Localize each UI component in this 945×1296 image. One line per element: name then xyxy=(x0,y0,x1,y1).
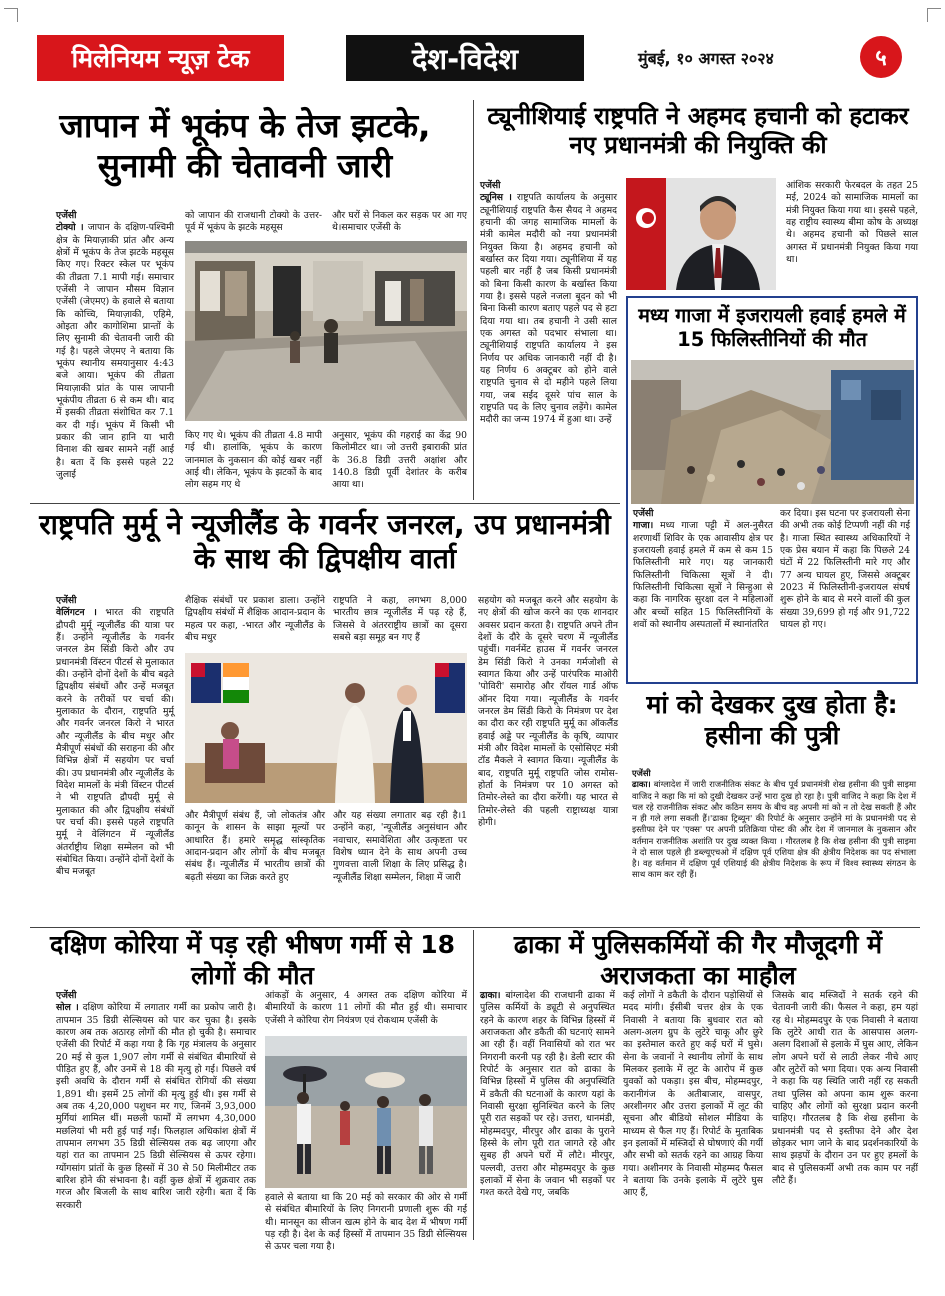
headline-tunisia: ट्यूनीशियाई राष्ट्रपति ने अहमद हचानी को हटाकर नए प्रधानमंत्री की नियुक्ति की xyxy=(487,102,909,160)
byline: एजेंसी xyxy=(480,180,501,191)
headline-korea: दक्षिण कोरिया में पड़ रही भीषण गर्मी से 18 लोगों की मौत xyxy=(50,930,455,990)
murmu-col2-top: शैक्षिक संबंधों पर प्रकाश डाला। उन्होंने द्विपक्षीय संबंधों में शैक्षिक आदान-प्रदान के महत्व पर कहा, -भारत और न्यूजीलैंड के बीच मधुर xyxy=(185,595,325,643)
dateline-place: ढाका। xyxy=(632,779,651,790)
page-number: ५ xyxy=(875,46,887,71)
headline-hasina: मां को देखकर दुख होता है: हसीना की पुत्री xyxy=(646,690,898,750)
byline: एजेंसी xyxy=(633,508,654,519)
article-text: राष्ट्रपति कार्यालय के अनुसार ट्यूनीशियाई राष्ट्रपति कैस सैयद ने अहमद हचानी की जगह सामाजिक मामलों के मंत्री कामेल मदौरी को नया प्रधानमंत्री नियुक्त किया है। अहमद हचानी को बर्खास्त कर दिया गया। ट्यूनीशिया में यह पहली बार नहीं है जब किसी प्रधानमंत्री को बिना किसी कारण के बर्खास्त किया गया है। इससे पहले नजला बूदन को भी बिना किसी कारण बताए पहले पद से हटा दिया गया था। तब हचानी ने उसी साल एक अगस्त को पदभार संभाला था। ट्यूनीशियाई राष्ट्रपति कार्यालय ने इस निर्णय पर अधिक जानकारी नहीं दी है। यह निर्णय 6 अक्टूबर को होने वाले राष्ट्रपति चुनाव से दो महीने पहले लिया गया, जब सईद दूसरे पांच साल के राष्ट्रपति पद के लिए चुनाव लड़ेंगे। कामेल मदौरी का जन्म 1974 में हुआ था। उन्हें xyxy=(480,192,617,426)
dateline-place: वेलिंगटन । xyxy=(56,607,97,619)
murmu-col3-bottom: और यह संख्या लगातार बढ़ रही है।1 उन्होंने कहा, 'न्यूजीलैंड अनुसंधान और नवाचार, समावेशिता और उत्कृष्टता पर विशेष ध्यान देने के साथ अपनी उच्च गुणवत्ता वाली शिक्षा के लिए प्रसिद्ध है। न्यूजीलैंड शिक्षा सम्मेलन, शिक्षा में जारी xyxy=(333,810,467,883)
article-text: मध्य गाजा पट्टी में अल-नुसैरत शरणार्थी शिविर के एक आवासीय क्षेत्र पर इजरायली हवाई हमले में कम से कम 15 फिलिस्तीनी मारे गए। यह जानकारी फिलिस्तीनी चिकित्सा सूत्रों ने दी। फिलिस्तीनी चिकित्सा सूत्रों ने सिन्हुआ से कहा कि नागरिक सुरक्षा दल ने महिलाओं और बच्चों सहित 15 फिलिस्तीनियों के शवों को स्थानीय अस्पतालों में स्थानांतरित xyxy=(633,520,774,630)
section-divider xyxy=(30,927,920,928)
dateline-place: सोल । xyxy=(56,1002,79,1014)
photo-gaza xyxy=(631,360,914,504)
headline-murmu: राष्ट्रपति मुर्मू ने न्यूजीलैंड के गवर्नर जनरल, उप प्रधानमंत्री के साथ की द्विपक्षीय वार्ता xyxy=(39,508,611,576)
photo-korea-heat xyxy=(265,1036,467,1188)
photo-japan-earthquake xyxy=(185,241,467,421)
gaza-col1 xyxy=(633,508,773,680)
korea-col1 xyxy=(56,990,256,1240)
article-text: जापान के दक्षिण-पश्चिमी क्षेत्र के मियाज़ाकी प्रांत और अन्य क्षेत्रों में भूकंप के तेज झटके महसूस किए गए। रिक्टर स्केल पर भूकंप की तीव्रता 7.1 मापी गई। समाचार एजेंसी ने जापान मौसम विज्ञान एजेंसी (जेएमए) के हवाले से बताया कि कोच्चि, मियाज़ाकी, एहिमे, ओइता और कागोशिमा प्रान्तों के लिए सुनामी की चेतावनी जारी की गई है। पहले जेएमए ने बताया कि भूकंप स्थानीय समयानुसार 4:43 बजे आया। भूकंप की तीव्रता मियाज़ाकी प्रांत के पास जापानी भूकंपीय तीव्रता 6 से कम थी। बाद में इसकी तीव्रता संशोधित कर 7.1 कर दी गई। भूकंप में किसी भी प्रकार की जान हानि या भारी विनाश की खबर सामने नहीं आई है। बता दें कि इससे पहले 22 जुलाई xyxy=(56,222,174,480)
byline: एजेंसी xyxy=(56,210,77,221)
crop-mark xyxy=(4,8,18,22)
section-divider xyxy=(30,503,620,504)
column-divider xyxy=(473,930,474,1240)
japan-col2-bottom: किए गए थे। भूकंप की तीव्रता 4.8 मापी गई थी। हालांकि, भूकंप के कारण जानमाल के नुकसान की कोई खबर नहीं आई थी। लेकिन, भूकंप के झटकों के बाद लोग सहम गए थे xyxy=(185,430,322,491)
masthead-date: मुंबई, १० अगस्त २०२४ xyxy=(638,49,774,68)
crop-mark xyxy=(927,8,941,22)
byline: एजेंसी xyxy=(56,595,77,606)
masthead-brand xyxy=(37,35,284,81)
dhaka-col2: कई लोगों ने डकैती के दौरान पड़ोसियों से मदद मांगी। ईसीबी चत्तर क्षेत्र के एक निवासी ने बताया कि बुधवार रात को अलग-अलग ग्रुप के लुटेरे चाकू और छुरे का इस्तेमाल करते हुए कई घरों में घुसे। सेना के जवानों ने स्थानीय लोगों के साथ मिलकर इलाके में लूट के आरोप में कुछ युवकों को पकड़ा। इस बीच, मोहम्मदपुर, करानीगंज के अतीबाजार, वासपुर, अरशीनगर और उत्तरा इलाकों में लूट की सूचना और बीडियो सोशल मीडिया के माध्यम से फैल गए हैं। रिपोर्ट के मुताबिक इन इलाकों में मस्जिदों से घोषणाएं की गयीं और सभी को सतर्क रहने का आग्रह किया गया। अशीनगर के निवासी मोहम्मद फैसल ने बताया कि उनके इलाके में लुटेरे घुस आए हैं, xyxy=(623,990,763,1199)
japan-col1 xyxy=(56,210,174,500)
photo-korea-street xyxy=(265,1036,467,1188)
headline-gaza: मध्य गाजा में इजरायली हवाई हमले में 15 फिलिस्तीनियों की मौत xyxy=(638,304,906,351)
japan-col2-top: को जापान की राजधानी टोक्यो के उत्तर-पूर्व में भूकंप के झटके महसूस xyxy=(185,210,322,234)
masthead-section xyxy=(346,35,584,81)
page-number-badge xyxy=(860,36,902,78)
dateline-place: ट्यूनिस । xyxy=(480,192,512,204)
article-text: बांग्लादेश में जारी राजनीतिक संकट के बीच पूर्व प्रधानमंत्री शेख हसीना की पुत्री साइमा वाजिद ने कहा कि मां को दुखी देखकर उन्हें भारा दुख हो रहा है। पुत्री वाजिद ने कहा कि देश में चल रहे राजनीतिक संकट और कठिन समय के बीच वह अपनी मां को न तो देख सकती हैं और न ही गले लगा सकती हैं।'ढाका ट्रिब्यून' की रिपोर्ट के अनुसार उन्होंने मां के प्रधानमंत्री पद से इस्तीफा देने पर 'एक्स' पर अपनी प्रतिक्रिया पोस्ट की और देश में जानमाल के नुकसान और वर्तमान राजनीतिक अशांति पर दुख व्यक्त किया । गौरतलब है कि शेख हसीना की पुत्री साइमा ने दो साल पहले ही डब्ल्यूएचओ में दक्षिण पूर्व एशिया क्षेत्र की क्षेत्रीय निदेशक का पद संभाला है। वह वर्तमान में दक्षिण पूर्व एशियाई की क्षेत्रीय निदेशक के रूप में विश्व स्वास्थ्य संगठन के साथ काम कर रही हैं। xyxy=(632,779,916,880)
dateline-place: गाजा। xyxy=(633,520,654,532)
photo-portrait xyxy=(626,178,776,290)
dateline-place: ढाका। xyxy=(480,990,501,1001)
article-text: भारत की राष्ट्रपति द्रौपदी मुर्मू न्यूजीलैंड की यात्रा पर हैं। उन्होंने न्यूजीलैंड के गवर्नर जनरल डेम सिंडी किरो और उप प्रधानमंत्री विंस्टन पीटर्स से मुलाकात की। उन्होंने दोनों देशों के बीच बढ़ते द्विपक्षीय संबंधों और उन्हें मजबूत करने के तरीकों पर चर्चा की। मुलाकात के दौरान, राष्ट्रपति मुर्मू और गवर्नर जनरल किरो ने भारत और न्यूजीलैंड के बीच मधुर और मैत्रीपूर्ण संबंधों की सराहना की और विभिन्न क्षेत्रों में सहयोग पर चर्चा की। उप प्रधानमंत्री और न्यूजीलैंड के विदेश मामलों के मंत्री विंस्टन पीटर्स ने भी राष्ट्रपति द्रौपदी मुर्मू से मुलाकात की और द्विपक्षीय संबंधों पर चर्चा की। इससे पहले राष्ट्रपति मुर्मू ने वेलिंगटन में न्यूजीलैंड अंतर्राष्ट्रीय शिक्षा सम्मेलन को भी संबोधित किया। उन्होंने दोनों देशों के बीच मजबूत xyxy=(56,607,174,878)
hasina-article xyxy=(632,768,916,918)
photo-japan-scene xyxy=(185,241,467,421)
dhaka-col3: जिसके बाद मस्जिदों ने सतर्क रहने की चेतावनी जारी की। फैसल ने कहा, हम यहां रह थे। मोहम्मदपुर के एक निवासी ने बताया कि लुटेरे आधी रात के आसपास अलग-अलग दिशाओं से इलाके में घुस आए, लेकिन लोग अपने घरों से लाठी लेकर नीचे आए और लुटेरों को भगा दिया। एक अन्य निवासी ने कहा कि यह स्थिति जारी नहीं रह सकती तथा पुलिस को अपना काम शुरू करना चाहिए और लोगों को सुरक्षा प्रदान करनी चाहिए। गौरतलब है कि शेख हसीना के प्रधानमंत्री पद से इस्तीफा देने और देश छोड़कर भाग जाने के बाद प्रदर्शनकारियों के साथ झड़पों के दौरान उन पर हुए हमलों के बाद से पुलिसकर्मी अभी तक काम पर नहीं लौटे हैं। xyxy=(772,990,918,1186)
section-title: देश-विदेश xyxy=(412,41,518,76)
headline-japan: जापान में भूकंप के तेज झटके, सुनामी की चेतावनी जारी xyxy=(59,106,431,186)
tunisia-col2: आंशिक सरकारी फेरबदल के तहत 25 मई, 2024 को सामाजिक मामलों का मंत्री नियुक्त किया गया था। इससे पहले, वह राष्ट्रीय स्वास्थ्य बीमा कोष के अध्यक्ष थे। अहमद हचानी को पिछले साल अगस्त में प्रधानमंत्री नियुक्त किया गया था। xyxy=(786,180,918,265)
murmu-col4: सहयोग को मजबूत करने और सहयोग के नए क्षेत्रों की खोज करने का एक शानदार अवसर प्रदान करता है। राष्ट्रपति अपने तीन देशों के दौरे के दूसरे चरण में न्यूजीलैंड पहुंचीं। गवर्नमेंट हाउस में गवर्नर जनरल डेम सिंडी किरो ने उनका गर्मजोशी से स्वागत किया और उन्हें पारंपरिक माओरी 'पोविरी' समारोह और रॉयल गार्ड ऑफ ऑनर दिया गया। न्यूजीलैंड के गवर्नर जनरल डेम सिंडी किरो के निमंत्रण पर देश का दौरा कर रही राष्ट्रपति मुर्मू का ऑकलैंड हवाई अड्डे पर न्यूजीलैंड के कृषि, व्यापार मंत्री और विदेश मामलों के एसोसिएट मंत्री टॉड मैकले ने स्वागत किया। न्यूजीलैंड के बाद, राष्ट्रपति मुर्मू राष्ट्रपति जोस रामोस-होर्ता के निमंत्रण पर 10 अगस्त को तिमोर-लेस्ते का दौरा करेंगी। यह भारत से तिमोर-लेस्ते की पहली राष्ट्राध्यक्ष यात्रा होगी। xyxy=(478,595,618,828)
brand-title: मिलेनियम न्यूज़ टेक xyxy=(71,44,250,73)
byline: एजेंसी xyxy=(632,768,651,778)
japan-col3-bottom: अनुसार, भूकंप की गहराई का केंद्र 90 किलोमीटर था। जो उत्तरी इबाराकी प्रांत के 36.8 डिग्री उत्तरी अक्षांश और 140.8 डिग्री पूर्वी देशांतर के करीब आया था। xyxy=(332,430,467,491)
column-divider xyxy=(473,100,474,500)
gaza-col2: कर दिया। इस घटना पर इजरायली सेना की अभी तक कोई टिप्पणी नहीं की गई है। गाजा स्थित स्वास्थ्य अधिकारियों ने एक प्रेस बयान में कहा कि पिछले 24 घंटों में 22 फिलिस्तीनी मारे गए और 77 अन्य घायल हुए, जिससे अक्टूबर 2023 में फिलिस्तीनी-इजरायल संघर्ष शुरू होने के बाद से मरने वालों की कुल संख्या 39,699 हो गई और 91,722 घायल हो गए। xyxy=(780,508,910,630)
article-text: दक्षिण कोरिया में लगातार गर्मी का प्रकोप जारी है। तापमान 35 डिग्री सेल्सियस को पार कर चुका है। इसके कारण अब तक अठारह लोगों की मौत हो चुकी है। समाचार एजेंसी की रिपोर्ट में कहा गया है कि गृह मंत्रालय के अनुसार 20 मई से कुल 1,907 लोग गर्मी से संबंधित बीमारियों से पीड़ित हुए हैं, और उनमें से 18 की मृत्यु हो गई। पिछले वर्ष इसी अवधि के दौरान गर्मी से संबंधित रोगियों की संख्या 1,891 थी। इसमें 25 लोगों की मृत्यु हुई थी। इस गर्मी से अब तक 4,20,000 पशुधन मर गए, जिनमें 3,93,000 मुर्गियां शामिल थीं। मछली फार्मों में लगभग 4,30,000 मछलियां भी मरी हुई पाई गईं। फिलहाल अधिकांश क्षेत्रों में तापमान लगभग 35 डिग्री सेल्सियस तक बढ़ जाएगा और यहां रात का तापमान 25 डिग्री सेल्सियस से ऊपर रहेगा। ग्योंगसांग प्रांतों के कुछ हिस्सों में 30 से 50 मिलीमीटर तक बारिश होने की संभावना है। वहीं कुछ क्षेत्रों में शुक्रवार तक गरज और बिजली के साथ बारिश जारी रहेगी। बता दें कि सरकारी xyxy=(56,1002,257,1211)
murmu-col1 xyxy=(56,595,174,925)
dateline-place: टोक्यो । xyxy=(56,222,84,234)
headline-dhaka: ढाका में पुलिसकर्मियों की गैर मौजूदगी में अराजकता का माहौल xyxy=(513,930,883,990)
japan-col3-top: और घरों से निकल कर सड़क पर आ गए थे।समाचार एजेंसी के xyxy=(332,210,467,234)
photo-murmu-scene xyxy=(185,653,467,803)
tunisia-col1 xyxy=(480,180,617,498)
article-text: बांग्लादेश की राजधानी ढाका में पुलिस कर्मियों के ड्यूटी से अनुपस्थित रहने के कारण शहर के विभिन्न हिस्सों में अराजकता और डकैती की घटनाएं सामने आ रही हैं। वहीं निवासियों को रात भर निगरानी करनी पड़ रही है। डेली स्टार की रिपोर्ट के अनुसार रात को ढाका के विभिन्न हिस्सों में पुलिस की अनुपस्थिति में डकैती की घटनाओं के कारण यहां के निवासी सुरक्षा सुनिश्चित करने के लिए पूरी रात सड़कों पर रहे। उत्तरा, धानमंडी, मोहम्मदपुर, मीरपुर और ढाका के पुराने हिस्से के लोग पूरी रात जागते रहे और सुबह ही अपने घरों में लौटे। मीरपुर, पल्लवी, उत्तरा और मोहम्मदपुर के कुछ इलाकों में सेना के जवान भी सड़कों पर गश्त करते देखे गए, जबकि xyxy=(480,990,615,1199)
korea-col2-top: आंकड़ों के अनुसार, 4 अगस्त तक दक्षिण कोरिया में बीमारियों के कारण 11 लोगों की मौत हुई थी। समाचार एजेंसी ने कोरिया रोग नियंत्रण एवं रोकथाम एजेंसी के xyxy=(265,990,467,1026)
murmu-col3-top: राष्ट्रपति ने कहा, लगभग 8,000 भारतीय छात्र न्यूजीलैंड में पढ़ रहे हैं, जिससे वे अंतरराष्ट्रीय छात्रों का दूसरा सबसे बड़ा समूह बन गए हैं xyxy=(333,595,467,643)
photo-tunisia-pm xyxy=(626,178,776,290)
photo-murmu-meeting xyxy=(185,653,467,803)
murmu-col2-bottom: और मैत्रीपूर्ण संबंध हैं, जो लोकतंत्र और कानून के शासन के साझा मूल्यों पर आधारित हैं। हमारे समृद्ध सांस्कृतिक आदान-प्रदान और लोगों के बीच मजबूत संबंध हैं। न्यूजीलैंड में भारतीय छात्रों की बढ़ती संख्या का जिक्र करते हुए xyxy=(185,810,325,883)
photo-gaza-rubble xyxy=(631,360,914,504)
korea-col2-bottom: हवाले से बताया था कि 20 मई को सरकार की ओर से गर्मी से संबंधित बीमारियों के लिए निगरानी प्रणाली शुरू की गई थी। मानसून का सीजन खत्म होने के बाद देश में भीषण गर्मी पड़ रही है। देश के कई हिस्सों में तापमान 35 डिग्री सेल्सियस से ऊपर चला गया है। xyxy=(265,1192,467,1253)
dhaka-col1 xyxy=(480,990,615,1240)
byline: एजेंसी xyxy=(56,990,77,1001)
